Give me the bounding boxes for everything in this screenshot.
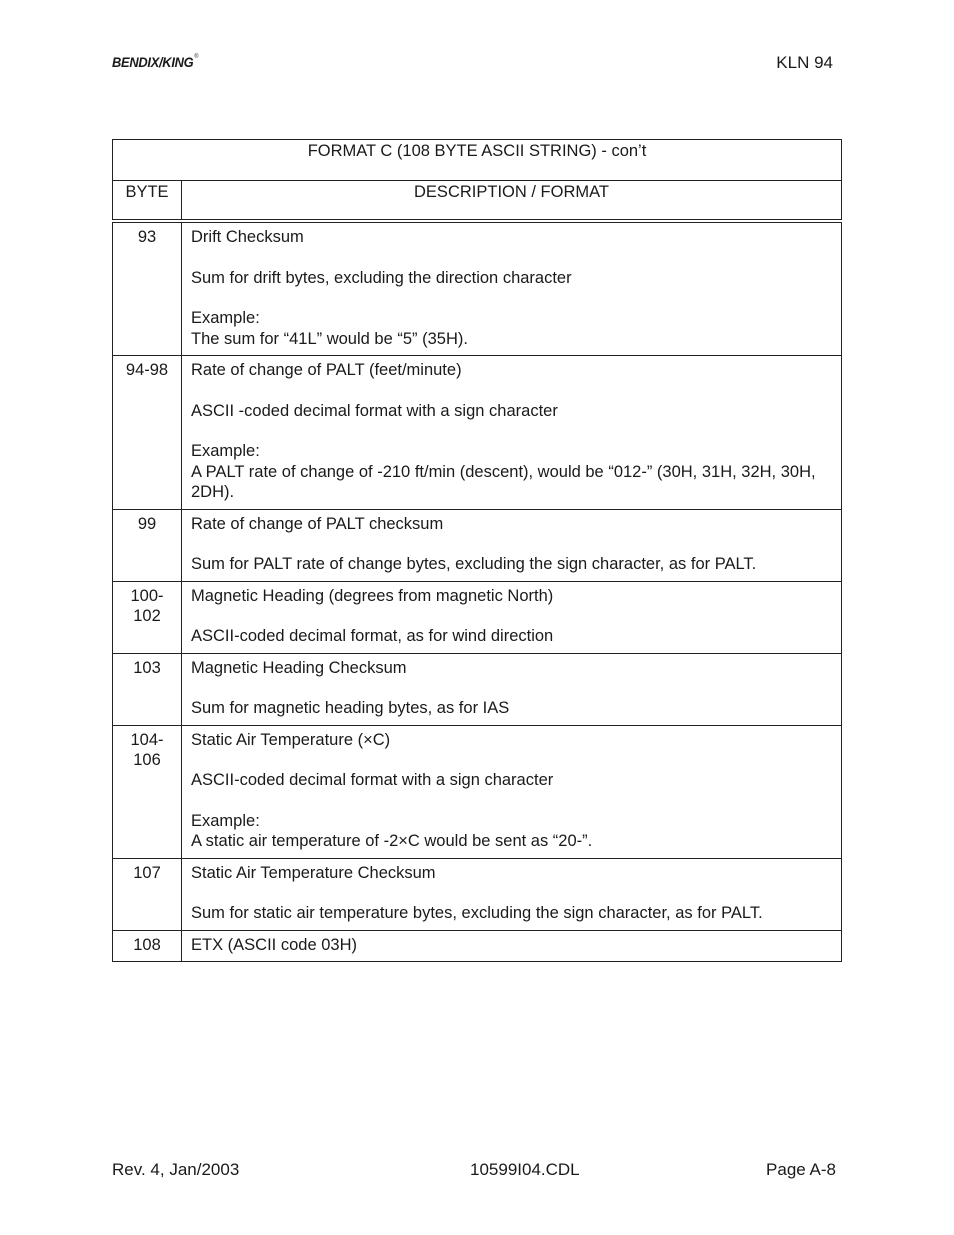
field-example [191, 308, 831, 349]
field-format: ASCII -coded decimal format with a sign character [191, 401, 558, 420]
footer-document-id: 10599I04.CDL [470, 1160, 580, 1179]
table-row [113, 858, 842, 930]
byte-value: 100- 102 [130, 586, 164, 625]
description-cell [182, 930, 842, 962]
description-cell [182, 356, 842, 510]
description-cell [182, 509, 842, 581]
field-format: Sum for PALT rate of change bytes, excluding the sign character, as for PALT. [191, 555, 757, 573]
column-header-description: DESCRIPTION / FORMAT [182, 181, 842, 222]
field-title: Static Air Temperature (×C) [191, 730, 391, 749]
field-format: Sum for magnetic heading bytes, as for IAS [191, 699, 510, 717]
byte-cell [113, 221, 182, 356]
byte-value: 108 [133, 935, 161, 954]
field-title: Rate of change of PALT (feet/minute) [191, 361, 462, 379]
byte-cell [113, 930, 182, 962]
registered-mark: ® [194, 54, 199, 60]
column-header-byte: BYTE [113, 181, 182, 222]
field-title: Static Air Temperature Checksum [191, 863, 436, 882]
table-caption-row [113, 140, 842, 181]
field-format: Sum for static air temperature bytes, excluding the sign character, as for PALT. [191, 904, 763, 922]
byte-value: 103 [133, 658, 161, 677]
field-format: Sum for drift bytes, excluding the direction character [191, 268, 572, 287]
byte-cell [113, 653, 182, 725]
byte-cell [113, 356, 182, 510]
byte-cell [113, 581, 182, 653]
brand-name: BENDIX/KING [112, 54, 194, 70]
brand-logo [112, 54, 198, 70]
field-title: Magnetic Heading (degrees from magnetic North) [191, 586, 554, 605]
table-caption: FORMAT C (108 BYTE ASCII STRING) - con’t [113, 140, 842, 181]
example-text: A static air temperature of -2×C would be sent as “20-”. [191, 832, 593, 850]
table-row [113, 930, 842, 962]
table-row [113, 221, 842, 356]
footer-page-number: Page A-8 [766, 1160, 836, 1179]
description-cell [182, 858, 842, 930]
example-label: Example: [191, 309, 260, 327]
field-format: ASCII-coded decimal format with a sign character [191, 771, 554, 789]
byte-cell [113, 509, 182, 581]
byte-value: 99 [137, 514, 157, 533]
table-row [113, 581, 842, 653]
description-cell [182, 725, 842, 858]
field-title: Drift Checksum [191, 228, 304, 246]
table-row [113, 356, 842, 510]
table-row [113, 653, 842, 725]
example-label: Example: [191, 811, 260, 830]
field-title: Magnetic Heading Checksum [191, 658, 407, 677]
field-example [191, 811, 831, 852]
byte-cell [113, 858, 182, 930]
description-cell [182, 581, 842, 653]
format-table [112, 139, 842, 962]
field-title: Rate of change of PALT checksum [191, 514, 444, 533]
example-text: A PALT rate of change of -210 ft/min (descent), would be “012-” (30H, 31H, 32H, 30H, 2DH). [191, 462, 816, 501]
byte-value: 107 [133, 863, 161, 882]
byte-value: 104- 106 [130, 730, 164, 769]
field-title: ETX (ASCII code 03H) [191, 935, 357, 954]
table-row [113, 725, 842, 858]
field-example [191, 441, 831, 503]
table-row [113, 509, 842, 581]
example-text: The sum for “41L” would be “5” (35H). [191, 329, 468, 348]
footer-revision: Rev. 4, Jan/2003 [112, 1160, 240, 1179]
byte-cell [113, 725, 182, 858]
description-cell [182, 653, 842, 725]
model-name: KLN 94 [776, 53, 833, 72]
table-header-row [113, 181, 842, 222]
byte-value: 94-98 [125, 361, 169, 379]
byte-value: 93 [137, 228, 157, 246]
example-label: Example: [191, 442, 260, 460]
description-cell [182, 221, 842, 356]
field-format: ASCII-coded decimal format, as for wind direction [191, 627, 554, 645]
